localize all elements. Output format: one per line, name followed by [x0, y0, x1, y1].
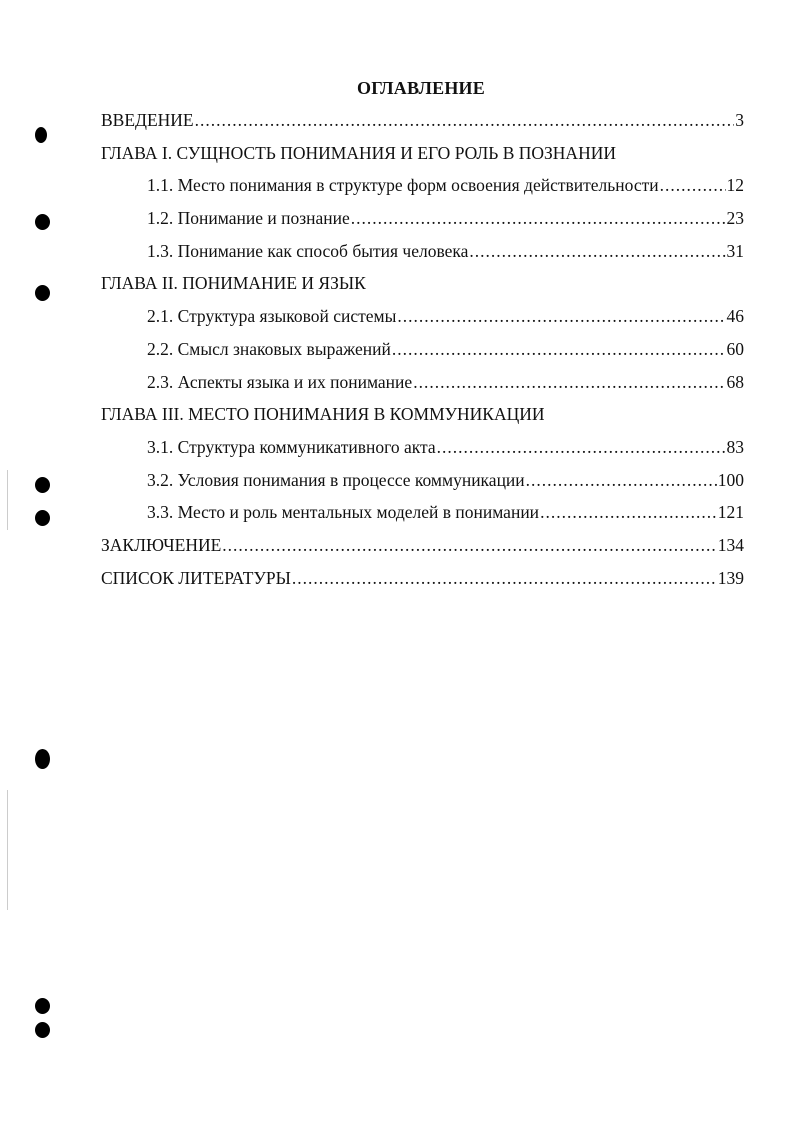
table-of-contents: [101, 110, 744, 600]
toc-label: 1.2. Понимание и познание: [147, 208, 350, 229]
punch-hole-icon: [35, 510, 50, 526]
toc-entry-introduction[interactable]: [101, 110, 744, 143]
toc-page: 46: [726, 306, 744, 327]
toc-entry-conclusion[interactable]: [101, 535, 744, 568]
toc-page: 60: [726, 338, 744, 359]
toc-chapter-1[interactable]: [101, 143, 744, 176]
dot-leader: [413, 372, 725, 393]
toc-label: 2.3. Аспекты языка и их понимание: [147, 371, 413, 392]
dot-leader: [660, 175, 726, 196]
punch-hole-icon: [35, 214, 50, 230]
toc-label: 2.2. Смысл знаковых выражений: [147, 338, 391, 359]
toc-entry-1-3[interactable]: [101, 241, 744, 274]
toc-page: 3: [735, 110, 744, 130]
punch-hole-icon: [35, 749, 50, 769]
punch-hole-icon: [35, 1022, 50, 1038]
toc-entry-bibliography[interactable]: [101, 568, 744, 601]
toc-label: 1.1. Место понимания в структуре форм освоения действительности: [147, 175, 659, 196]
dot-leader: [351, 208, 726, 229]
toc-label: ГЛАВА II. ПОНИМАНИЕ И ЯЗЫК: [101, 273, 366, 294]
toc-page: 23: [726, 208, 744, 229]
page-title: ОГЛАВЛЕНИЕ: [357, 78, 485, 98]
punch-hole-icon: [35, 477, 50, 493]
toc-entry-1-2[interactable]: [101, 208, 744, 241]
dot-leader: [292, 568, 717, 589]
dot-leader: [195, 110, 735, 131]
dot-leader: [392, 339, 726, 360]
toc-page: 100: [717, 469, 744, 490]
toc-page: 139: [717, 567, 744, 588]
toc-label: 3.1. Структура коммуникативного акта: [147, 436, 436, 457]
toc-label: ГЛАВА I. СУЩНОСТЬ ПОНИМАНИЯ И ЕГО РОЛЬ В ПОЗНАНИИ: [101, 142, 616, 163]
toc-page: 134: [717, 534, 744, 555]
scan-edge-mark: [7, 790, 8, 910]
dot-leader: [469, 241, 725, 262]
toc-entry-1-1[interactable]: [101, 175, 744, 208]
toc-label: ГЛАВА III. МЕСТО ПОНИМАНИЯ В КОММУНИКАЦИИ: [101, 404, 545, 425]
dot-leader: [540, 502, 717, 523]
dot-leader: [222, 535, 716, 556]
toc-label: 3.2. Условия понимания в процессе коммуникации: [147, 469, 525, 490]
toc-chapter-3[interactable]: [101, 404, 744, 437]
scan-edge-mark: [7, 470, 8, 530]
punch-hole-icon: [35, 285, 50, 301]
toc-entry-3-2[interactable]: [101, 470, 744, 503]
dot-leader: [397, 306, 725, 327]
toc-page: 83: [726, 436, 744, 457]
toc-page: 68: [726, 371, 744, 392]
toc-label: 2.1. Структура языковой системы: [147, 306, 397, 327]
toc-label: ЗАКЛЮЧЕНИЕ: [101, 534, 222, 555]
dot-leader: [437, 437, 726, 458]
toc-page: 12: [726, 175, 744, 196]
toc-entry-3-3[interactable]: [101, 502, 744, 535]
toc-entry-2-3[interactable]: [101, 372, 744, 405]
toc-entry-2-2[interactable]: [101, 339, 744, 372]
toc-label: ВВЕДЕНИЕ: [101, 110, 194, 130]
toc-entry-3-1[interactable]: [101, 437, 744, 470]
toc-label: СПИСОК ЛИТЕРАТУРЫ: [101, 567, 291, 588]
toc-chapter-2[interactable]: [101, 273, 744, 306]
punch-hole-icon: [35, 127, 47, 143]
punch-hole-icon: [35, 998, 50, 1014]
toc-label: 1.3. Понимание как способ бытия человека: [147, 240, 469, 261]
toc-label: 3.3. Место и роль ментальных моделей в понимании: [147, 502, 540, 523]
dot-leader: [526, 470, 717, 491]
toc-entry-2-1[interactable]: [101, 306, 744, 339]
toc-page: 121: [717, 502, 744, 523]
toc-page: 31: [726, 240, 744, 261]
